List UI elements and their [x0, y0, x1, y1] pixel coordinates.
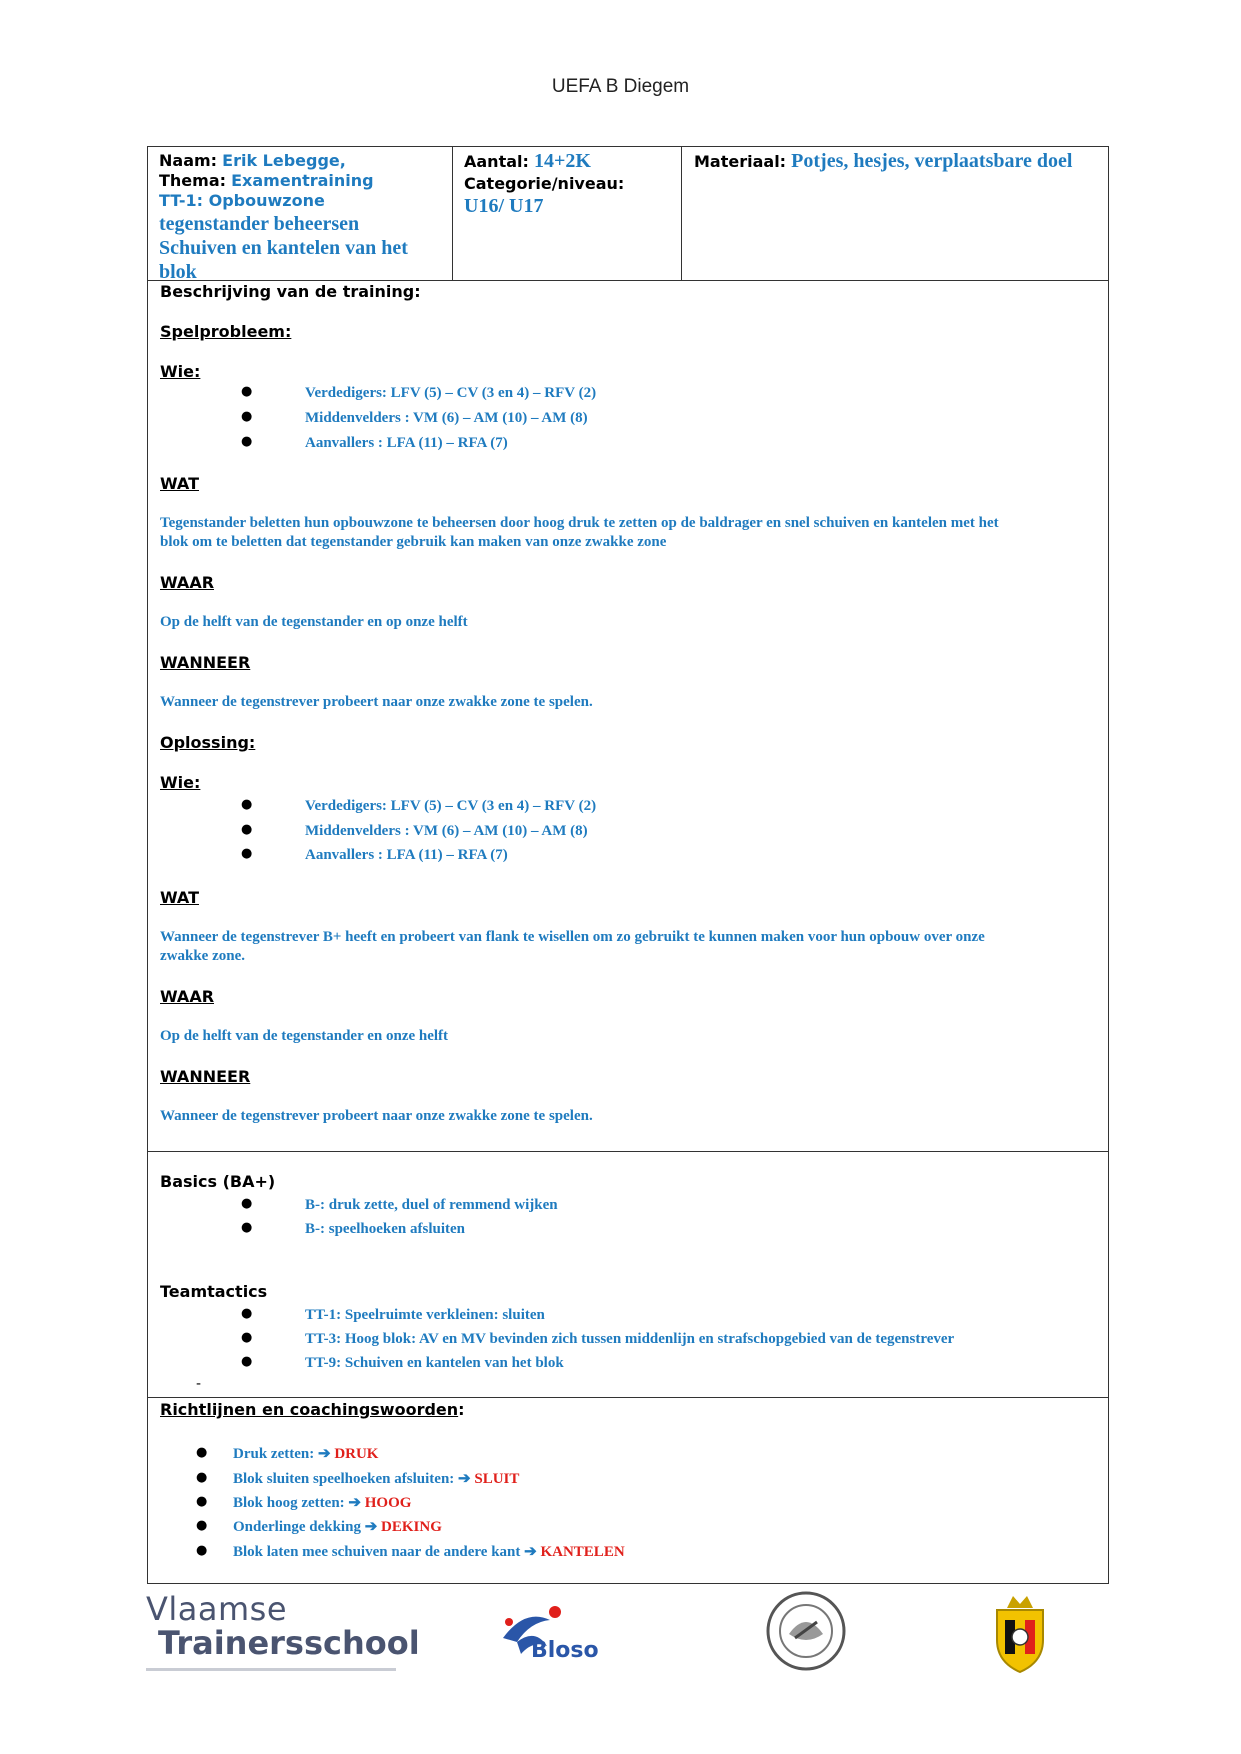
thema-value: Examentraining: [231, 171, 374, 190]
spelprobleem-heading: Spelprobleem:: [160, 322, 292, 341]
materiaal-label: Materiaal:: [694, 152, 787, 171]
guidelines-colon: :: [458, 1400, 465, 1419]
bullet-icon: ●: [196, 1470, 208, 1485]
wie-item: Middenvelders : VM (6) – AM (10) – AM (8): [305, 410, 588, 426]
wanneer-text-2: Wanneer de tegenstrever probeert naar onze zwakke zone te spelen.: [160, 1108, 593, 1124]
wie-item: Verdedigers: LFV (5) – CV (3 en 4) – RFV (2): [305, 385, 597, 401]
bullet-icon: ●: [241, 797, 253, 812]
coaching-word: SLUIT: [474, 1471, 520, 1487]
guideline-text: Onderlinge dekking: [233, 1519, 361, 1535]
wat-heading-2: WAT: [160, 888, 199, 907]
wie-heading-2: Wie:: [160, 773, 201, 792]
bloso-text: Bloso: [531, 1638, 599, 1663]
arrow-right-icon: ➔: [364, 1519, 378, 1535]
info-cell-materiaal: [682, 147, 1108, 280]
bullet-icon: ●: [241, 822, 253, 837]
bullet-icon: ●: [196, 1494, 208, 1509]
description-title: Beschrijving van de training:: [160, 282, 421, 301]
teamtactics-item: TT-9: Schuiven en kantelen van het blok: [305, 1355, 564, 1371]
wie-item: Verdedigers: LFV (5) – CV (3 en 4) – RFV (2): [305, 798, 597, 814]
association-seal-icon: [765, 1590, 847, 1672]
thema-line-3: blok: [159, 261, 197, 283]
page-header: UEFA B Diegem: [551, 76, 690, 97]
arrow-right-icon: ➔: [317, 1446, 331, 1462]
teamtactics-heading: Teamtactics: [160, 1282, 268, 1301]
waar-text-2: Op de helft van de tegenstander en onze helft: [160, 1028, 449, 1044]
waar-heading-1: WAAR: [160, 573, 215, 592]
guideline-text: Blok laten mee schuiven naar de andere kant: [233, 1544, 521, 1560]
wat-line: Wanneer de tegenstrever B+ heeft en probeert van flank te wisellen om zo gebruikt te kunnen maken voor hun opbouw over onze: [160, 929, 985, 945]
training-form: [147, 146, 1109, 1584]
bullet-icon: ●: [241, 1330, 253, 1345]
bullet-icon: ●: [241, 1220, 253, 1235]
basics-section: [148, 1152, 1108, 1398]
coaching-word: HOOG: [364, 1495, 412, 1511]
bullet-icon: ●: [196, 1518, 208, 1533]
bullet-icon: ●: [241, 1196, 253, 1211]
vts-line-2: Trainersschool: [158, 1624, 420, 1662]
footer-logos: [0, 1590, 1241, 1710]
guideline-item: [233, 1470, 519, 1489]
bullet-icon: ●: [241, 846, 253, 861]
wie-item: Aanvallers : LFA (11) – RFA (7): [305, 435, 508, 451]
coaching-word: DRUK: [334, 1446, 379, 1462]
categorie-value: U16/ U17: [464, 195, 544, 217]
basics-item: B-: druk zette, duel of remmend wijken: [305, 1197, 558, 1213]
arrow-right-icon: ➔: [458, 1471, 471, 1487]
materiaal-value: Potjes, hesjes, verplaatsbare doel: [791, 150, 1073, 172]
badge-logo: [765, 1590, 847, 1672]
guideline-text: Blok hoog zetten:: [233, 1495, 345, 1511]
guideline-item: [233, 1543, 625, 1562]
vlaamse-trainersschool-logo: [146, 1590, 420, 1670]
wie-heading-1: Wie:: [160, 362, 201, 381]
coaching-word: KANTELEN: [540, 1544, 625, 1560]
oplossing-heading: Oplossing:: [160, 733, 256, 752]
wanneer-text-1: Wanneer de tegenstrever probeert naar onze zwakke zone te spelen.: [160, 694, 593, 710]
naam-label: Naam:: [159, 151, 218, 170]
info-row: [148, 147, 1108, 281]
guideline-item: [233, 1494, 411, 1513]
bullet-icon: ●: [241, 409, 253, 424]
guideline-item: [233, 1445, 378, 1464]
bullet-icon: ●: [241, 1306, 253, 1321]
vts-line-1: Vlaamse: [146, 1590, 288, 1628]
aantal-value: 14+2K: [534, 150, 591, 172]
bullet-icon: ●: [241, 1354, 253, 1369]
teamtactics-item: TT-1: Speelruimte verkleinen: sluiten: [305, 1307, 545, 1323]
info-cell-aantal: [453, 147, 682, 280]
description-section: [148, 280, 1108, 1152]
naam-value: Erik Lebegge,: [222, 151, 346, 170]
basics-item: B-: speelhoeken afsluiten: [305, 1221, 466, 1237]
wat-line: zwakke zone.: [160, 948, 245, 964]
wat-heading-1: WAT: [160, 474, 199, 493]
info-cell-naam: [148, 147, 453, 283]
aantal-label: Aantal:: [464, 152, 529, 171]
wanneer-heading-2: WANNEER: [160, 1067, 251, 1086]
guidelines-section: [148, 1398, 1108, 1583]
thema-line-2: Schuiven en kantelen van het: [159, 237, 408, 259]
categorie-label: Categorie/niveau:: [464, 174, 625, 193]
teamtactics-item: TT-3: Hoog blok: AV en MV bevinden zich tussen middenlijn en strafschopgebied van de tegenstrever: [305, 1331, 955, 1347]
wat-line: Tegenstander beletten hun opbouwzone te beheersen door hoog druk te zetten op de baldrager en snel schuiven en kantelen met het: [160, 515, 999, 531]
kbvb-logo: [985, 1590, 1055, 1676]
bullet-icon: ●: [241, 434, 253, 449]
guidelines-heading: Richtlijnen en coachingswoorden: [160, 1400, 459, 1419]
dash-marker: -: [196, 1376, 202, 1392]
arrow-right-icon: ➔: [524, 1544, 537, 1560]
basics-heading: Basics (BA+): [160, 1172, 276, 1191]
thema-line-1: tegenstander beheersen: [159, 213, 360, 235]
guideline-item: [233, 1518, 442, 1537]
thema-label: Thema:: [159, 171, 227, 190]
wat-line: blok om te beletten dat tegenstander gebruik kan maken van onze zwakke zone: [160, 534, 667, 550]
tt-line: TT-1: Opbouwzone: [159, 191, 325, 210]
coaching-word: DEKING: [381, 1519, 442, 1535]
wie-item: Middenvelders : VM (6) – AM (10) – AM (8): [305, 823, 588, 839]
vts-subline: [146, 1668, 396, 1671]
guideline-text: Blok sluiten speelhoeken afsluiten:: [233, 1471, 455, 1487]
arrow-right-icon: ➔: [348, 1495, 361, 1511]
guideline-text: Druk zetten:: [233, 1446, 315, 1462]
wanneer-heading-1: WANNEER: [160, 653, 251, 672]
bullet-icon: ●: [196, 1543, 208, 1558]
waar-heading-2: WAAR: [160, 987, 215, 1006]
wie-item: Aanvallers : LFA (11) – RFA (7): [305, 847, 508, 863]
bullet-icon: ●: [196, 1445, 208, 1460]
waar-text-1: Op de helft van de tegenstander en op onze helft: [160, 614, 468, 630]
bloso-logo: [495, 1598, 605, 1668]
bullet-icon: ●: [241, 384, 253, 399]
kbvb-crest-icon: [985, 1590, 1055, 1676]
